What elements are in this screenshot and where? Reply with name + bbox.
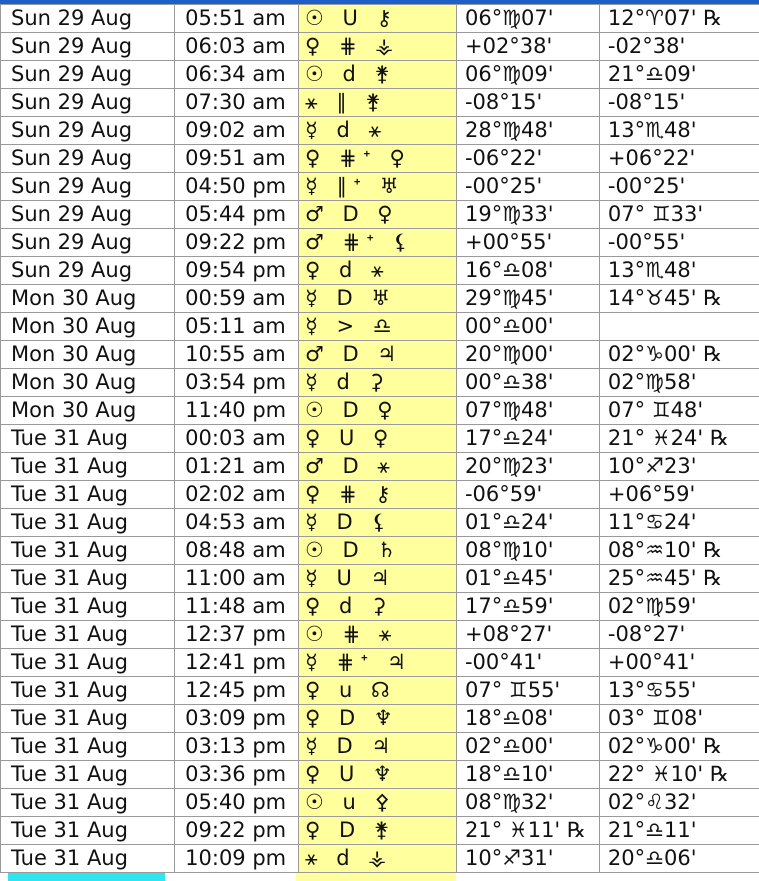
date-cell[interactable]: Sun 29 Aug — [1, 33, 175, 61]
position-2-cell[interactable]: 07° ♊48' — [599, 397, 759, 425]
table-row[interactable] — [1, 33, 759, 61]
position-1-cell[interactable]: 08°♍32' — [456, 789, 599, 817]
aspect-cell[interactable]: ☉ D ♀ — [298, 397, 456, 425]
events-table — [0, 4, 759, 873]
time-cell[interactable]: 03:13 pm — [175, 733, 299, 761]
position-2-cell[interactable]: 22° ♓10' ℞ — [599, 761, 759, 789]
table-row[interactable] — [1, 341, 759, 369]
position-2-cell[interactable]: 07° ♊33' — [599, 201, 759, 229]
date-cell[interactable]: Mon 30 Aug — [1, 313, 175, 341]
position-2-cell[interactable]: 25°♒45' ℞ — [599, 565, 759, 593]
date-cell[interactable]: Tue 31 Aug — [1, 705, 175, 733]
position-1-cell[interactable]: 17°♎24' — [456, 425, 599, 453]
table-row[interactable] — [1, 733, 759, 761]
position-1-cell[interactable]: 16°♎08' — [456, 257, 599, 285]
date-cell[interactable]: Tue 31 Aug — [1, 621, 175, 649]
date-cell[interactable]: Tue 31 Aug — [1, 789, 175, 817]
time-cell[interactable]: 01:21 am — [175, 453, 299, 481]
date-cell[interactable]: Tue 31 Aug — [1, 649, 175, 677]
position-2-cell[interactable]: 12°♈07' ℞ — [599, 5, 759, 33]
aspect-cell[interactable]: ♀ d ⚳ — [298, 593, 456, 621]
table-row[interactable] — [1, 5, 759, 33]
time-cell[interactable]: 11:48 am — [175, 593, 299, 621]
aspect-cell[interactable]: ♀ D ♆ — [298, 705, 456, 733]
table-row[interactable] — [1, 789, 759, 817]
position-2-cell[interactable] — [599, 313, 759, 341]
date-cell[interactable]: Mon 30 Aug — [1, 341, 175, 369]
time-cell[interactable]: 03:36 pm — [175, 761, 299, 789]
time-cell[interactable]: 09:51 am — [175, 145, 299, 173]
position-2-cell[interactable]: 13°♏48' — [599, 257, 759, 285]
position-2-cell[interactable]: 21° ♓24' ℞ — [599, 425, 759, 453]
position-1-cell[interactable]: +08°27' — [456, 621, 599, 649]
position-2-cell[interactable]: -00°25' — [599, 173, 759, 201]
position-2-cell[interactable]: 21°♎11' — [599, 817, 759, 845]
date-cell[interactable]: Tue 31 Aug — [1, 845, 175, 873]
position-2-cell[interactable]: 14°♉45' ℞ — [599, 285, 759, 313]
date-cell[interactable]: Sun 29 Aug — [1, 61, 175, 89]
position-2-cell[interactable]: +06°22' — [599, 145, 759, 173]
time-cell[interactable]: 04:50 pm — [175, 173, 299, 201]
time-cell[interactable]: 10:55 am — [175, 341, 299, 369]
aspect-cell[interactable]: ♀ u ☊ — [298, 677, 456, 705]
position-2-cell[interactable]: 08°♒10' ℞ — [599, 537, 759, 565]
position-1-cell[interactable]: 00°♎38' — [456, 369, 599, 397]
table-row[interactable] — [1, 397, 759, 425]
table-row[interactable] — [1, 257, 759, 285]
position-2-cell[interactable]: 13°♏48' — [599, 117, 759, 145]
position-1-cell[interactable]: 06°♍07' — [456, 5, 599, 33]
aspect-cell[interactable]: ☿ > ♎ — [298, 313, 456, 341]
position-2-cell[interactable]: 02°♍58' — [599, 369, 759, 397]
time-cell[interactable]: 11:40 pm — [175, 397, 299, 425]
date-cell[interactable]: Tue 31 Aug — [1, 453, 175, 481]
position-2-cell[interactable]: 20°♎06' — [599, 845, 759, 873]
date-cell[interactable]: Mon 30 Aug — [1, 397, 175, 425]
date-cell[interactable]: Mon 30 Aug — [1, 369, 175, 397]
date-cell[interactable]: Sun 29 Aug — [1, 5, 175, 33]
aspect-cell[interactable]: ☿ U ♃ — [298, 565, 456, 593]
position-1-cell[interactable]: 17°♎59' — [456, 593, 599, 621]
table-row[interactable] — [1, 845, 759, 873]
aspect-cell[interactable]: ♂ ⋕ᐩ ⚸ — [298, 229, 456, 257]
position-1-cell[interactable]: -06°22' — [456, 145, 599, 173]
aspect-cell[interactable]: ♀ d ⚹ — [298, 257, 456, 285]
table-row[interactable] — [1, 649, 759, 677]
table-row[interactable] — [1, 229, 759, 257]
aspect-cell[interactable]: ♀ D ⚵ — [298, 817, 456, 845]
position-2-cell[interactable]: 02°♑00' ℞ — [599, 341, 759, 369]
table-row[interactable] — [1, 285, 759, 313]
aspect-cell[interactable]: ♀ ⋕ ⚶ — [298, 33, 456, 61]
position-1-cell[interactable]: 02°♎00' — [456, 733, 599, 761]
position-1-cell[interactable]: 07° ♊55' — [456, 677, 599, 705]
aspect-cell[interactable]: ♀ ⋕ᐩ ♀ — [298, 145, 456, 173]
table-row[interactable] — [1, 425, 759, 453]
position-2-cell[interactable]: +06°59' — [599, 481, 759, 509]
time-cell[interactable]: 02:02 am — [175, 481, 299, 509]
partial-next-row[interactable] — [0, 873, 759, 881]
time-cell[interactable]: 04:53 am — [175, 509, 299, 537]
position-1-cell[interactable]: 00°♎00' — [456, 313, 599, 341]
table-row[interactable] — [1, 61, 759, 89]
time-cell[interactable]: 10:09 pm — [175, 845, 299, 873]
time-cell[interactable]: 12:45 pm — [175, 677, 299, 705]
position-2-cell[interactable]: -08°15' — [599, 89, 759, 117]
aspect-cell[interactable]: ☿ D ♃ — [298, 733, 456, 761]
position-2-cell[interactable]: 02°♍59' — [599, 593, 759, 621]
position-1-cell[interactable]: 01°♎45' — [456, 565, 599, 593]
date-cell[interactable]: Mon 30 Aug — [1, 285, 175, 313]
date-cell[interactable]: Sun 29 Aug — [1, 145, 175, 173]
aspect-cell[interactable]: ♀ U ♆ — [298, 761, 456, 789]
position-1-cell[interactable]: 08°♍10' — [456, 537, 599, 565]
date-cell[interactable]: Sun 29 Aug — [1, 229, 175, 257]
date-cell[interactable]: Tue 31 Aug — [1, 425, 175, 453]
date-cell[interactable]: Tue 31 Aug — [1, 761, 175, 789]
table-row[interactable] — [1, 117, 759, 145]
time-cell[interactable]: 08:48 am — [175, 537, 299, 565]
aspect-cell[interactable]: ☿ d ⚳ — [298, 369, 456, 397]
date-cell[interactable]: Sun 29 Aug — [1, 117, 175, 145]
table-row[interactable] — [1, 593, 759, 621]
time-cell[interactable]: 06:03 am — [175, 33, 299, 61]
table-row[interactable] — [1, 173, 759, 201]
table-row[interactable] — [1, 481, 759, 509]
time-cell[interactable]: 06:34 am — [175, 61, 299, 89]
date-cell[interactable]: Sun 29 Aug — [1, 257, 175, 285]
position-1-cell[interactable]: 19°♍33' — [456, 201, 599, 229]
aspect-cell[interactable]: ⚹ ∥ ⚵ — [298, 89, 456, 117]
position-1-cell[interactable]: +00°55' — [456, 229, 599, 257]
position-1-cell[interactable]: 20°♍23' — [456, 453, 599, 481]
time-cell[interactable]: 09:54 pm — [175, 257, 299, 285]
position-1-cell[interactable]: +02°38' — [456, 33, 599, 61]
aspect-cell[interactable]: ♂ D ♀ — [298, 201, 456, 229]
aspect-cell[interactable]: ☉ ⋕ ⚹ — [298, 621, 456, 649]
time-cell[interactable]: 00:03 am — [175, 425, 299, 453]
aspect-cell[interactable]: ♀ ⋕ ⚷ — [298, 481, 456, 509]
position-2-cell[interactable]: 11°♋24' — [599, 509, 759, 537]
date-cell[interactable]: Tue 31 Aug — [1, 565, 175, 593]
table-row[interactable] — [1, 509, 759, 537]
aspect-cell[interactable]: ☉ D ♄ — [298, 537, 456, 565]
date-cell[interactable]: Tue 31 Aug — [1, 817, 175, 845]
position-1-cell[interactable]: 28°♍48' — [456, 117, 599, 145]
table-row[interactable] — [1, 89, 759, 117]
date-cell[interactable]: Tue 31 Aug — [1, 593, 175, 621]
aspect-cell[interactable]: ☿ ⋕ᐩ ♃ — [298, 649, 456, 677]
time-cell[interactable]: 09:22 pm — [175, 817, 299, 845]
table-row[interactable] — [1, 565, 759, 593]
time-cell[interactable]: 03:09 pm — [175, 705, 299, 733]
position-1-cell[interactable]: 06°♍09' — [456, 61, 599, 89]
position-1-cell[interactable]: -08°15' — [456, 89, 599, 117]
table-row[interactable] — [1, 201, 759, 229]
time-cell[interactable]: 07:30 am — [175, 89, 299, 117]
time-cell[interactable]: 05:51 am — [175, 5, 299, 33]
date-cell[interactable]: Sun 29 Aug — [1, 89, 175, 117]
position-1-cell[interactable]: 18°♎10' — [456, 761, 599, 789]
table-row[interactable] — [1, 621, 759, 649]
aspect-cell[interactable]: ☉ u ⚴ — [298, 789, 456, 817]
aspect-cell[interactable]: ☿ d ⚹ — [298, 117, 456, 145]
aspect-cell[interactable]: ♀ U ♀ — [298, 425, 456, 453]
time-cell[interactable]: 03:54 pm — [175, 369, 299, 397]
time-cell[interactable]: 05:44 pm — [175, 201, 299, 229]
aspect-cell[interactable]: ☿ ∥ᐩ ♅ — [298, 173, 456, 201]
table-row[interactable] — [1, 453, 759, 481]
table-row[interactable] — [1, 313, 759, 341]
aspect-cell — [296, 873, 456, 881]
table-row[interactable] — [1, 369, 759, 397]
time-cell[interactable]: 05:40 pm — [175, 789, 299, 817]
aspect-cell[interactable]: ☿ D ♅ — [298, 285, 456, 313]
date-cell[interactable]: Sun 29 Aug — [1, 173, 175, 201]
position-2-cell[interactable]: 02°♌32' — [599, 789, 759, 817]
table-row[interactable] — [1, 677, 759, 705]
position-1-cell[interactable]: -06°59' — [456, 481, 599, 509]
table-row[interactable] — [1, 817, 759, 845]
position-1-cell[interactable]: 20°♍00' — [456, 341, 599, 369]
time-cell[interactable]: 12:41 pm — [175, 649, 299, 677]
date-cell[interactable]: Tue 31 Aug — [1, 677, 175, 705]
date-cell[interactable]: Tue 31 Aug — [1, 481, 175, 509]
position-1-cell[interactable]: 21° ♓11' ℞ — [456, 817, 599, 845]
aspect-cell[interactable]: ☉ d ⚵ — [298, 61, 456, 89]
table-row[interactable] — [1, 761, 759, 789]
selected-date-cell[interactable] — [8, 873, 165, 881]
position-2-cell[interactable]: -08°27' — [599, 621, 759, 649]
date-cell[interactable]: Tue 31 Aug — [1, 509, 175, 537]
position-2-cell[interactable]: -02°38' — [599, 33, 759, 61]
position-2-cell[interactable]: 02°♑00' ℞ — [599, 733, 759, 761]
time-cell[interactable]: 12:37 pm — [175, 621, 299, 649]
position-1-cell[interactable]: 10°♐31' — [456, 845, 599, 873]
position-2-cell[interactable]: 03° ♊08' — [599, 705, 759, 733]
aspect-cell[interactable]: ☉ U ⚷ — [298, 5, 456, 33]
position-1-cell[interactable]: -00°25' — [456, 173, 599, 201]
table-row[interactable] — [1, 705, 759, 733]
position-1-cell[interactable]: 18°♎08' — [456, 705, 599, 733]
aspect-cell[interactable]: ♂ D ♃ — [298, 341, 456, 369]
date-cell[interactable]: Tue 31 Aug — [1, 733, 175, 761]
time-cell[interactable]: 05:11 am — [175, 313, 299, 341]
position-1-cell[interactable]: 01°♎24' — [456, 509, 599, 537]
date-cell[interactable]: Sun 29 Aug — [1, 201, 175, 229]
aspect-cell[interactable]: ♂ D ⚹ — [298, 453, 456, 481]
time-cell[interactable]: 00:59 am — [175, 285, 299, 313]
table-row[interactable] — [1, 537, 759, 565]
position-2-cell[interactable]: +00°41' — [599, 649, 759, 677]
position-1-cell[interactable]: -00°41' — [456, 649, 599, 677]
time-cell[interactable]: 09:22 pm — [175, 229, 299, 257]
aspect-cell[interactable]: ☿ D ⚸ — [298, 509, 456, 537]
position-2-cell[interactable]: 10°♐23' — [599, 453, 759, 481]
events-table-body — [1, 5, 759, 873]
position-1-cell[interactable]: 29°♍45' — [456, 285, 599, 313]
position-2-cell[interactable]: 13°♋55' — [599, 677, 759, 705]
aspect-cell[interactable]: ⚹ d ⚶ — [298, 845, 456, 873]
position-2-cell[interactable]: 21°♎09' — [599, 61, 759, 89]
position-2-cell[interactable]: -00°55' — [599, 229, 759, 257]
time-cell[interactable]: 11:00 am — [175, 565, 299, 593]
date-cell[interactable]: Tue 31 Aug — [1, 537, 175, 565]
position-1-cell[interactable]: 07°♍48' — [456, 397, 599, 425]
time-cell[interactable]: 09:02 am — [175, 117, 299, 145]
table-row[interactable] — [1, 145, 759, 173]
